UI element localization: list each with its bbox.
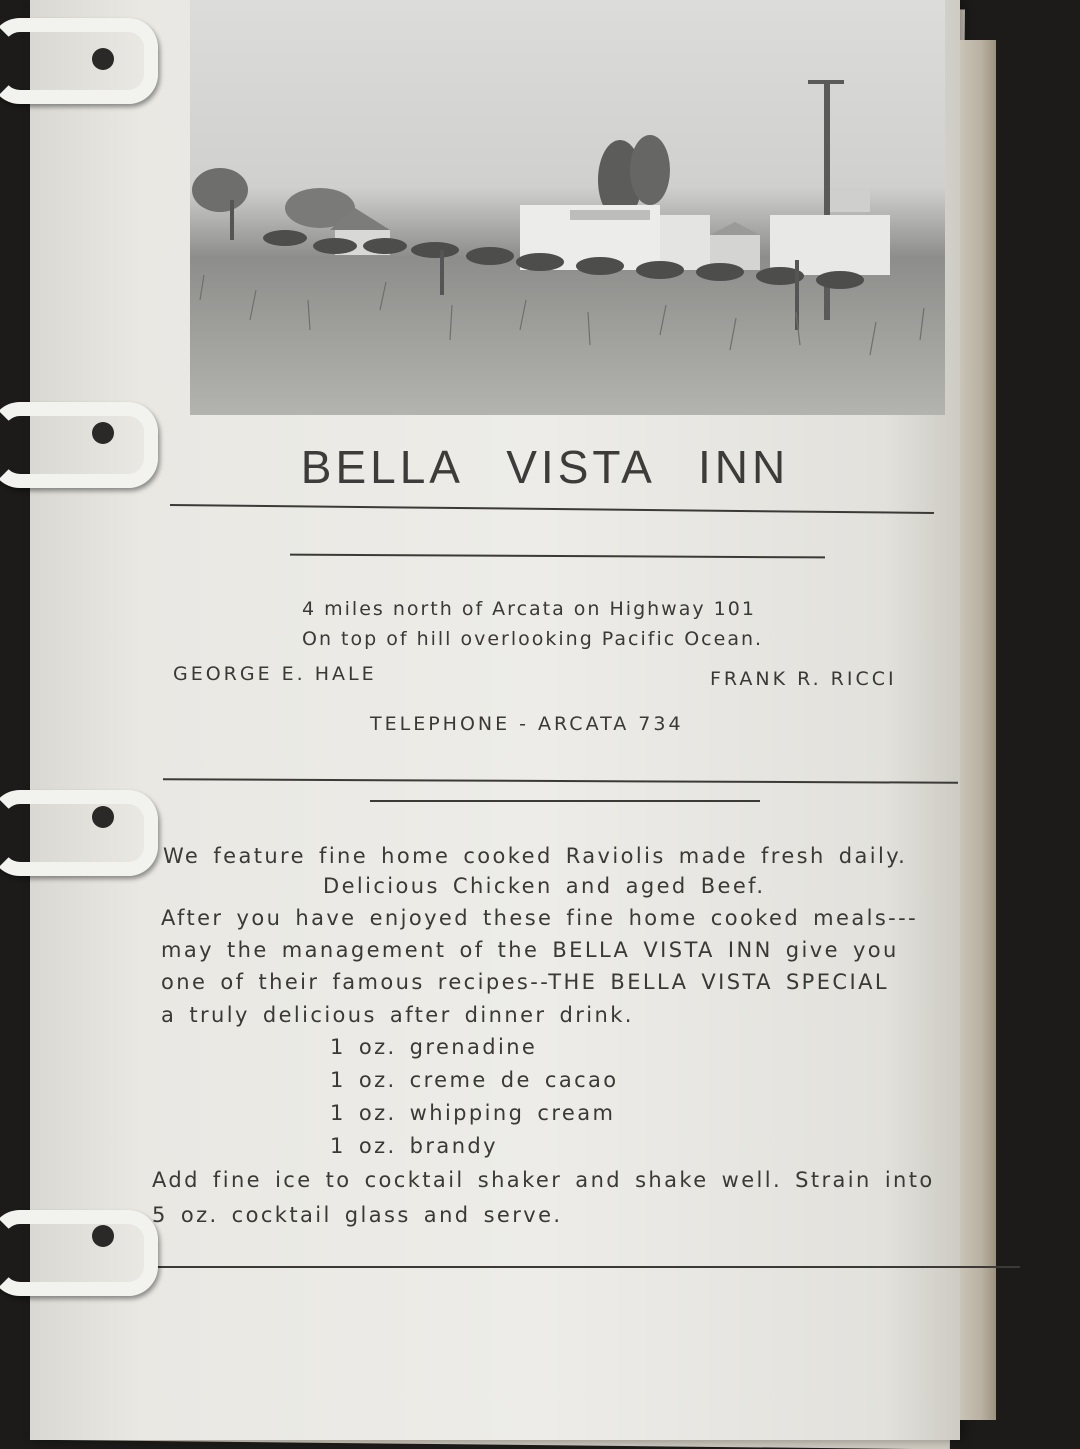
- instructions-line: 5 oz. cocktail glass and serve.: [152, 1203, 563, 1227]
- instructions-line: Add fine ice to cocktail shaker and shake well. Strain into: [152, 1168, 935, 1192]
- divider-rule: [290, 554, 825, 559]
- ingredient-item: 1 oz. creme de cacao: [330, 1068, 619, 1092]
- ingredient-item: 1 oz. whipping cream: [330, 1101, 616, 1125]
- binding-ring: [0, 1210, 158, 1296]
- owner-right: FRANK R. RICCI: [710, 668, 897, 690]
- inn-photo-illustration: [190, 0, 945, 415]
- inn-photo: [190, 0, 945, 415]
- divider-rule: [370, 800, 760, 802]
- ingredient-item: 1 oz. brandy: [330, 1134, 498, 1158]
- inn-name-heading: BELLA VISTA INN: [300, 441, 790, 493]
- page-edges: [960, 40, 996, 1420]
- description-line: a truly delicious after dinner drink.: [161, 1003, 634, 1027]
- divider-rule: [152, 1266, 1020, 1268]
- description-line: After you have enjoyed these fine home cooked meals---: [161, 906, 919, 930]
- binding-ring: [0, 18, 158, 104]
- description-line: Delicious Chicken and aged Beef.: [323, 874, 766, 898]
- telephone-line: TELEPHONE - ARCATA 734: [370, 713, 684, 735]
- description-line: may the management of the BELLA VISTA INN give you: [161, 938, 899, 962]
- description-line: one of their famous recipes--THE BELLA VISTA SPECIAL: [161, 970, 889, 994]
- view-line: On top of hill overlooking Pacific Ocean.: [302, 628, 764, 650]
- description-line: We feature fine home cooked Raviolis made fresh daily.: [163, 844, 908, 868]
- cookbook-page: [30, 0, 960, 1440]
- owner-left: GEORGE E. HALE: [173, 663, 377, 685]
- ingredient-item: 1 oz. grenadine: [330, 1035, 538, 1059]
- location-line: 4 miles north of Arcata on Highway 101: [302, 598, 756, 620]
- binding-ring: [0, 402, 158, 488]
- divider-rule: [163, 778, 958, 783]
- binding-ring: [0, 790, 158, 876]
- divider-rule: [170, 504, 934, 514]
